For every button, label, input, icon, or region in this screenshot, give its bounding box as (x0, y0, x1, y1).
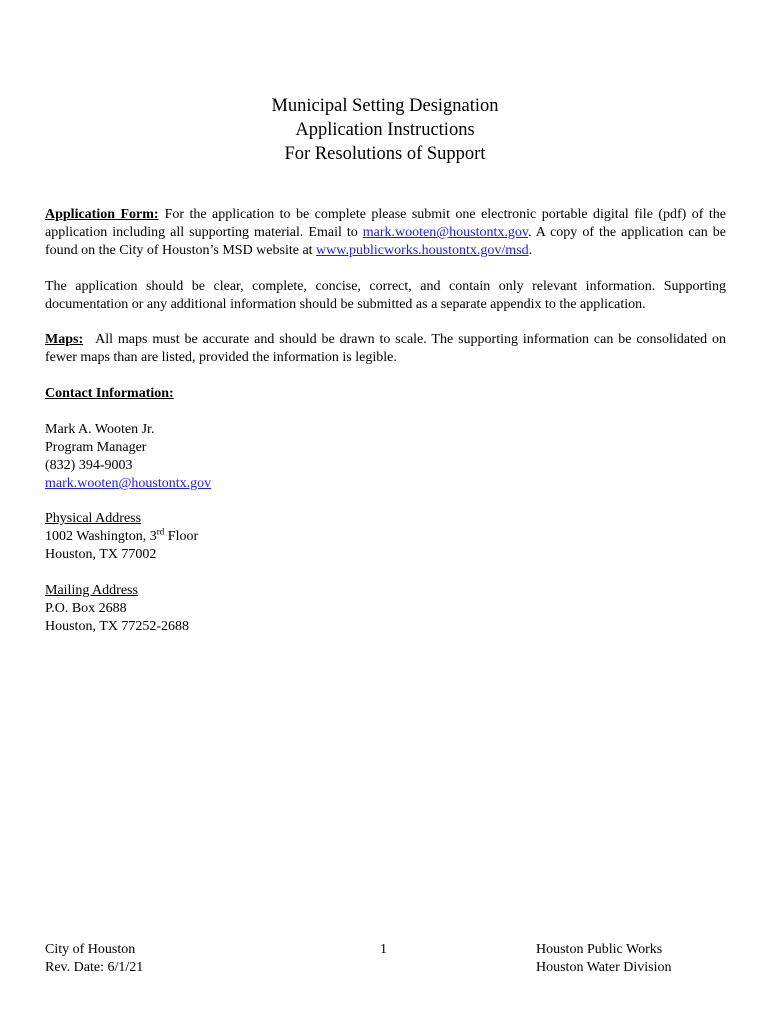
title-line-3: For Resolutions of Support (284, 144, 486, 164)
maps-label: Maps: (45, 332, 84, 347)
footer-left (45, 941, 143, 977)
contact-name: Mark A. Wooten Jr. (45, 422, 155, 437)
physical-address-heading: Physical Address (45, 511, 142, 526)
footer-rev-date: Rev. Date: 6/1/21 (45, 960, 144, 975)
document-title (0, 94, 770, 166)
contact-heading-text: Contact Information: (45, 386, 174, 401)
application-form-label: Application Form: (45, 207, 159, 222)
mailing-address-block (45, 582, 726, 636)
contact-phone: (832) 394-9003 (45, 458, 133, 473)
title-line-2: Application Instructions (295, 120, 475, 140)
mailing-address-city: Houston, TX 77252-2688 (45, 619, 190, 634)
application-form-text-2: . A copy of the application can be found on the City of Houston’s MSD website at (45, 225, 726, 258)
application-form-paragraph (45, 206, 726, 260)
contact-block (45, 421, 726, 493)
footer-org: City of Houston (45, 942, 136, 957)
physical-address-street: 1002 Washington, 3rd Floor (45, 526, 199, 544)
msd-website-link[interactable]: www.publicworks.houstontx.gov/msd (316, 243, 529, 258)
mailing-address-box: P.O. Box 2688 (45, 601, 127, 616)
maps-text: All maps must be accurate and should be drawn to scale. The supporting information can be consolidated on fewer maps than are listed, provided the information is legible. (45, 332, 726, 365)
footer-right (536, 941, 672, 977)
email-link[interactable]: mark.wooten@houstontx.gov (362, 225, 528, 240)
maps-paragraph (45, 331, 726, 367)
footer-department: Houston Public Works (536, 942, 663, 957)
page-number: 1 (380, 942, 387, 957)
contact-heading (45, 385, 726, 403)
application-form-text-1: For the application to be complete please submit one electronic portable digital file (pdf) of the application including all supporting material. Email to (45, 207, 726, 240)
physical-address-city: Houston, TX 77002 (45, 547, 157, 562)
title-line-1: Municipal Setting Designation (271, 96, 499, 116)
general-paragraph: The application should be clear, complete, concise, correct, and contain only relevant information. Supporting documentation or any additional information should be submitted as a separate appendix to the application. (45, 279, 726, 312)
application-form-text-3: . (528, 243, 533, 258)
contact-role: Program Manager (45, 440, 147, 455)
contact-email-link[interactable]: mark.wooten@houstontx.gov (45, 476, 212, 491)
physical-address-block (45, 510, 726, 564)
footer-division: Houston Water Division (536, 960, 672, 975)
mailing-address-heading: Mailing Address (45, 583, 138, 598)
